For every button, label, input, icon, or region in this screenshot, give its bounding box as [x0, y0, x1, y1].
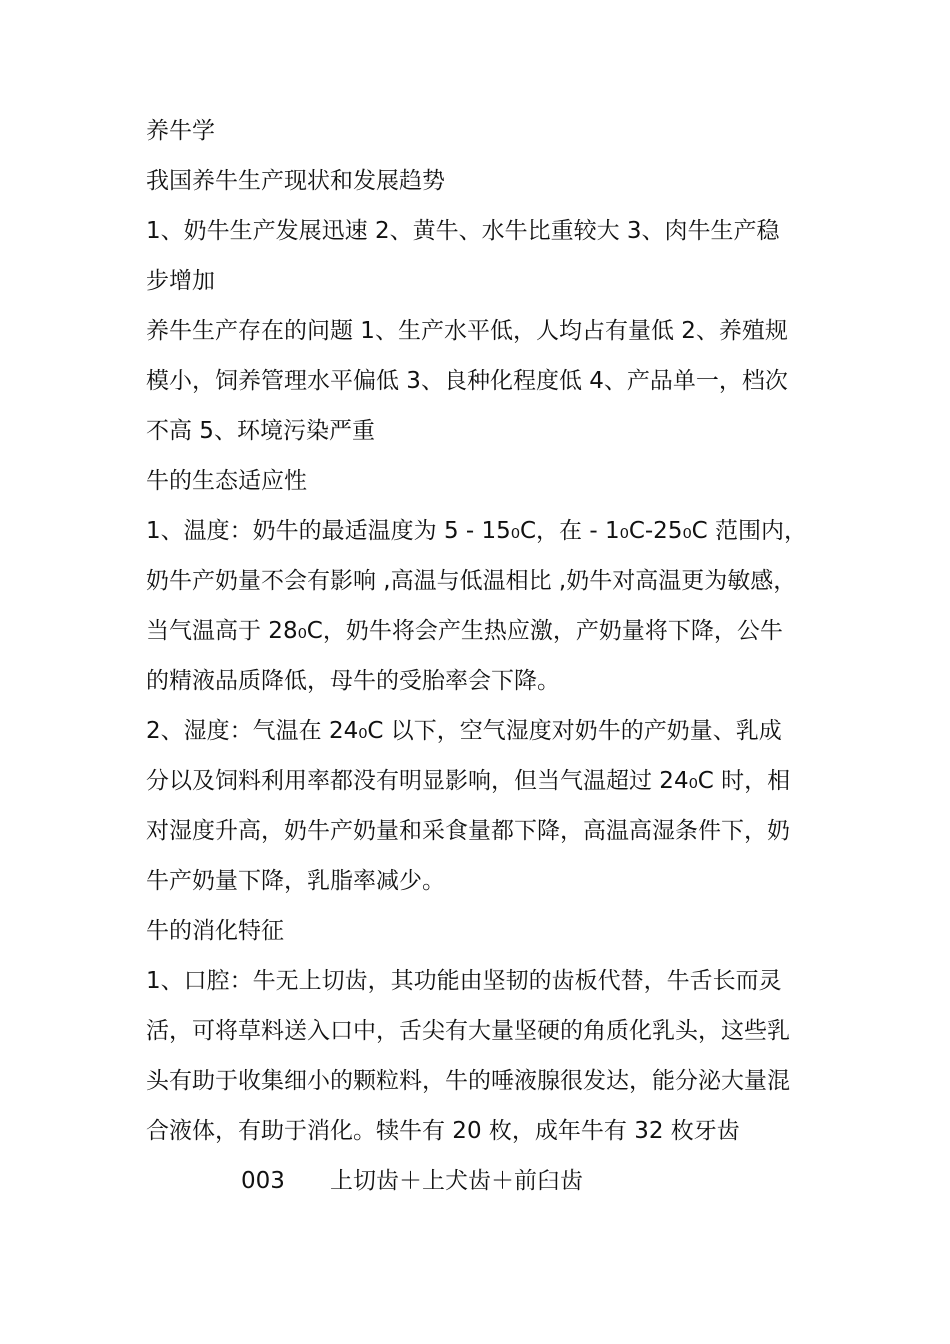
- paragraph-line: 模小，饲养管理水平偏低 3、良种化程度低 4、产品单一，档次: [146, 368, 788, 394]
- section-heading: 我国养牛生产现状和发展趋势: [146, 168, 445, 194]
- paragraph-line: 合液体，有助于消化。犊牛有 20 枚，成年牛有 32 枚牙齿: [146, 1118, 740, 1144]
- paragraph-line: 2、湿度：气温在 24₀C 以下，空气湿度对奶牛的产奶量、乳成: [146, 718, 782, 744]
- paragraph-line: 对湿度升高，奶牛产奶量和采食量都下降，高温高湿条件下，奶: [146, 818, 790, 844]
- dental-formula-code: 003: [241, 1168, 285, 1194]
- document-title: 养牛学: [146, 118, 215, 144]
- paragraph-line: 当气温高于 28₀C，奶牛将会产生热应激，产奶量将下降，公牛: [146, 618, 783, 644]
- paragraph-line: 1、口腔：牛无上切齿，其功能由坚韧的齿板代替，牛舌长而灵: [146, 968, 782, 994]
- section-heading: 牛的生态适应性: [146, 468, 307, 494]
- dental-formula-line: [146, 1156, 816, 1206]
- paragraph-line: 步增加: [146, 268, 215, 294]
- paragraph-line: 牛产奶量下降，乳脂率减少。: [146, 868, 445, 894]
- paragraph-line: 1、温度：奶牛的最适温度为 5 - 15₀C，在 - 1₀C-25₀C 范围内，: [146, 518, 808, 544]
- paragraph-line: 1、奶牛生产发展迅速 2、黄牛、水牛比重较大 3、肉牛生产稳: [146, 218, 780, 244]
- document-body: [146, 106, 816, 1206]
- paragraph-line: 分以及饲料利用率都没有明显影响，但当气温超过 24₀C 时，相: [146, 768, 791, 794]
- paragraph-line: 奶牛产奶量不会有影响 ,高温与低温相比 ,奶牛对高温更为敏感，: [146, 568, 797, 594]
- paragraph-line: 养牛生产存在的问题 1、生产水平低，人均占有量低 2、养殖规: [146, 318, 788, 344]
- paragraph-line: 头有助于收集细小的颗粒料，牛的唾液腺很发达，能分泌大量混: [146, 1068, 790, 1094]
- paragraph-line: 活，可将草料送入口中，舌尖有大量坚硬的角质化乳头，这些乳: [146, 1018, 790, 1044]
- paragraph-line: 不高 5、环境污染严重: [146, 418, 375, 444]
- dental-formula-description: 上切齿＋上犬齿＋前臼齿: [330, 1168, 583, 1194]
- section-heading: 牛的消化特征: [146, 918, 284, 944]
- paragraph-line: 的精液品质降低，母牛的受胎率会下降。: [146, 668, 560, 694]
